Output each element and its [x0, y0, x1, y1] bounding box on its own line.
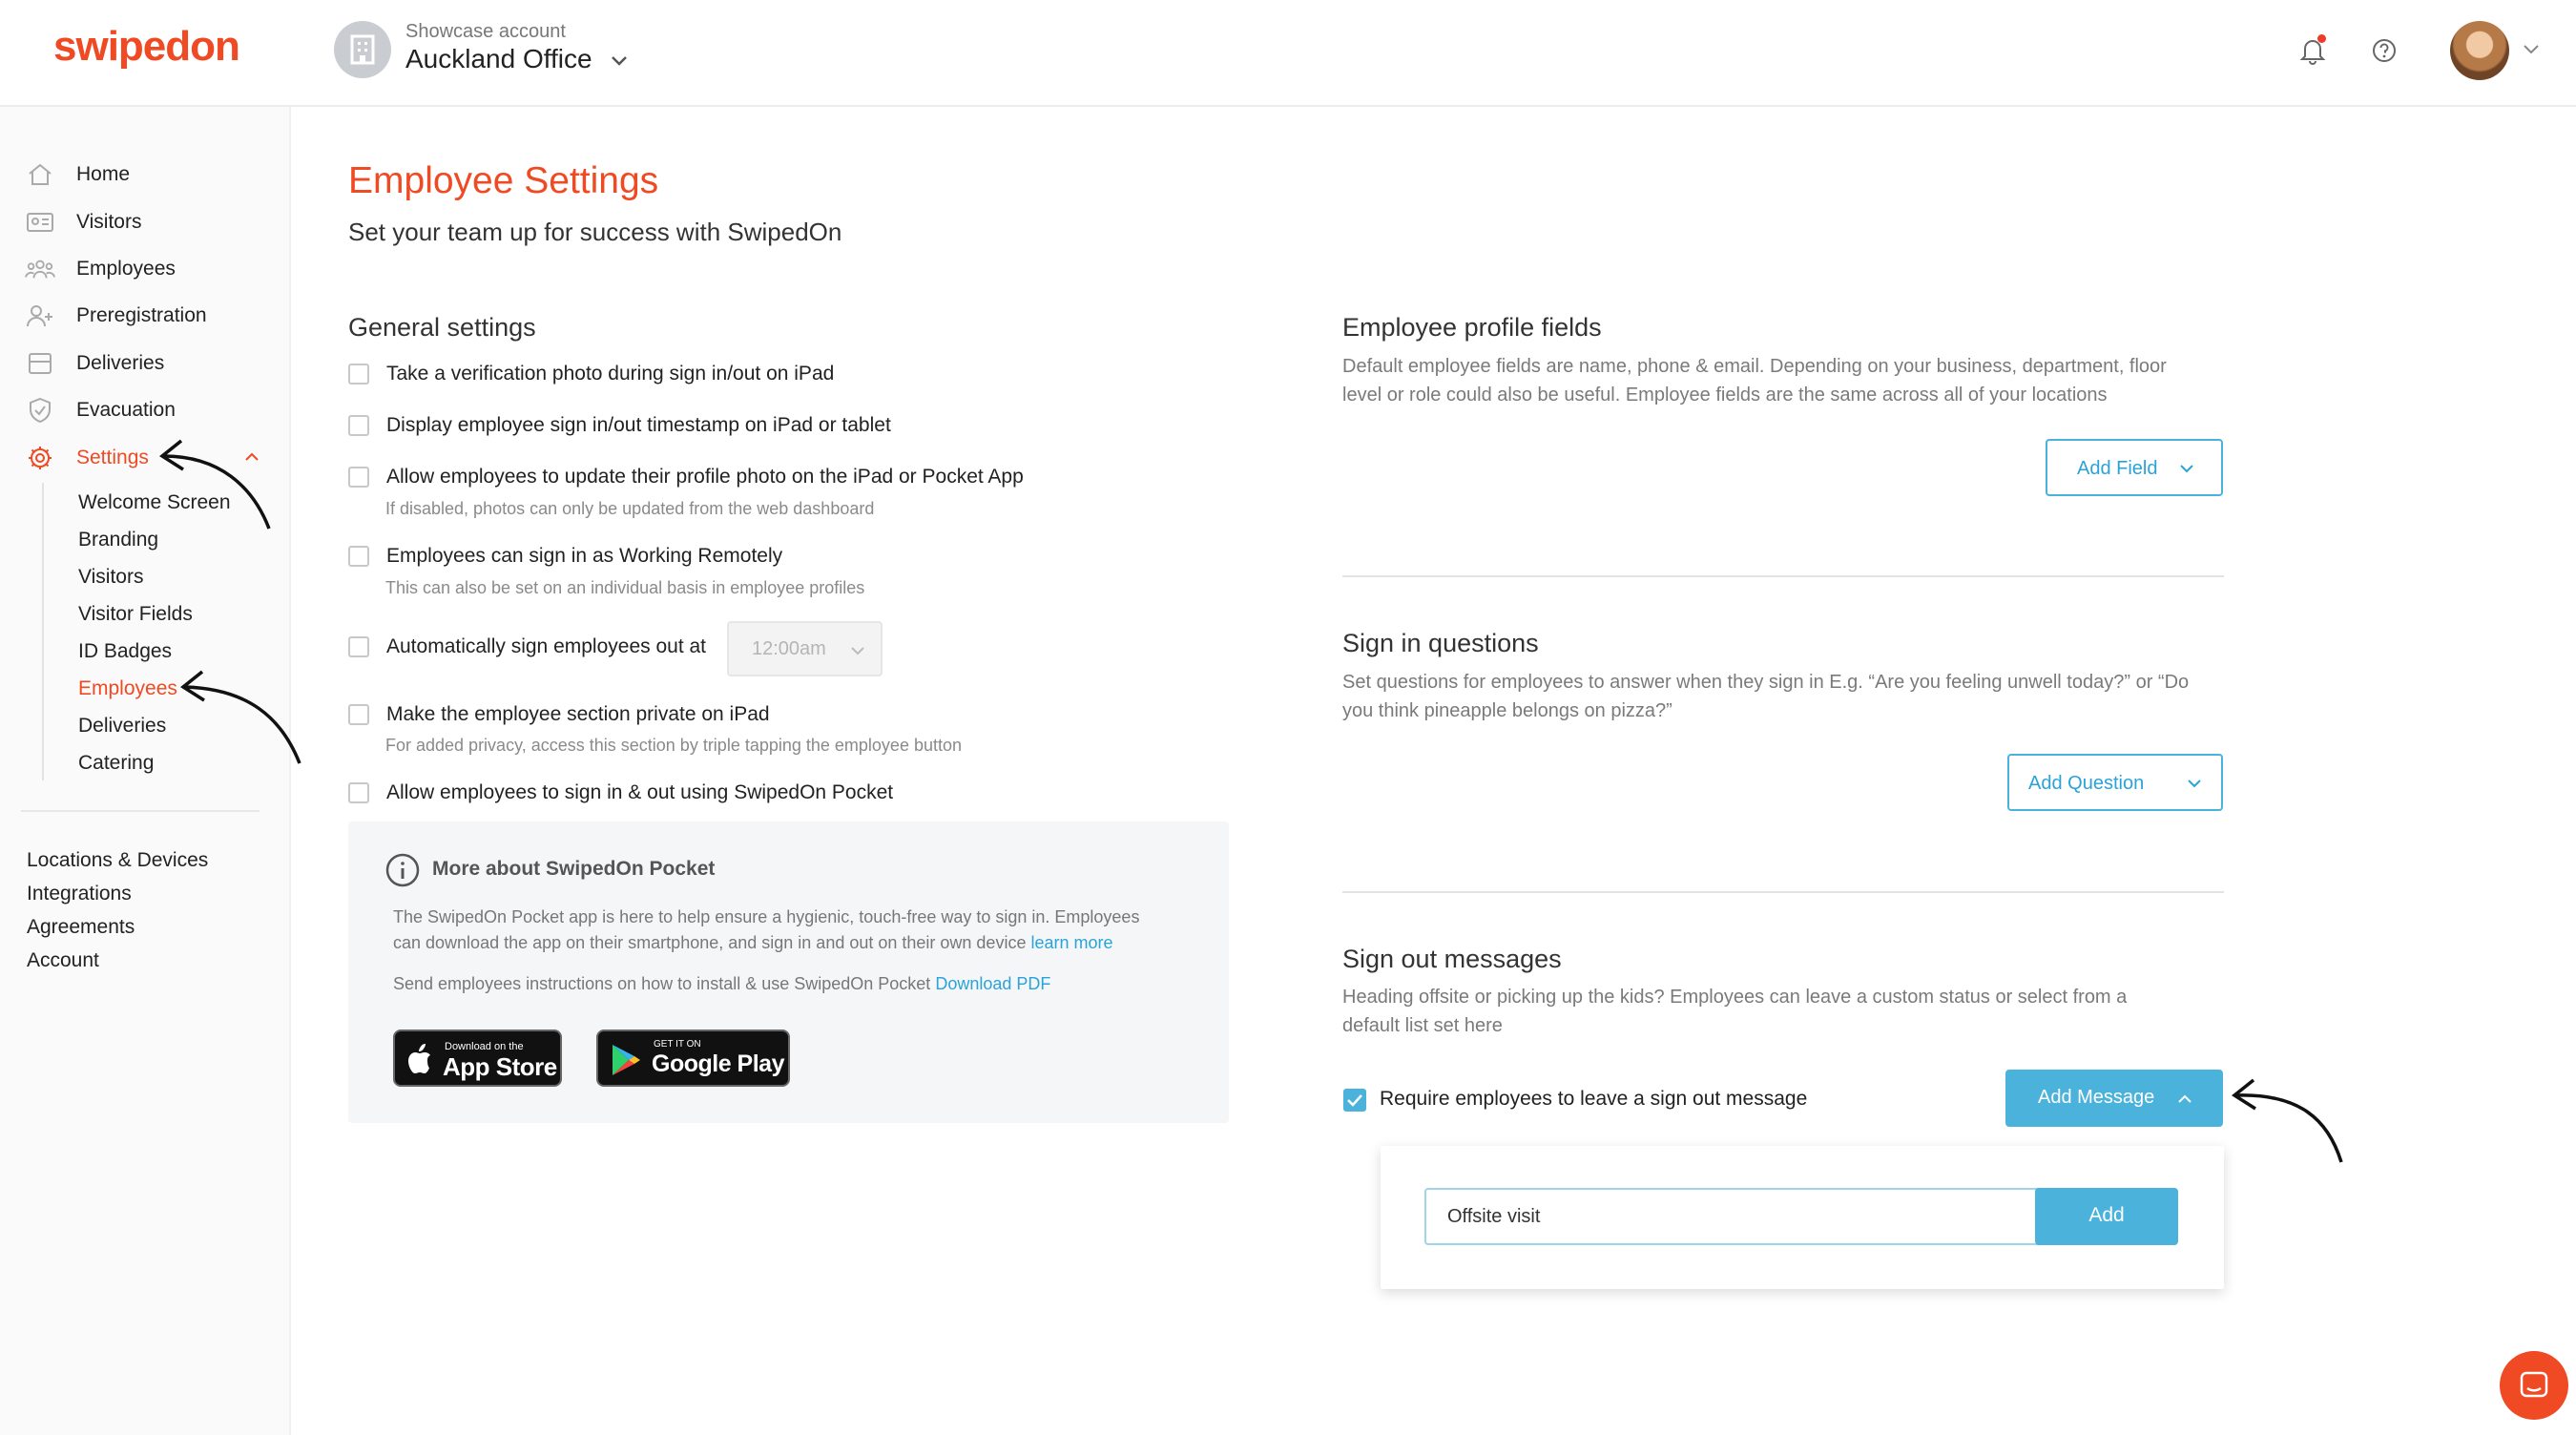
sidebar-item-agreements[interactable]: Agreements	[27, 916, 135, 938]
option-label: Automatically sign employees out at	[386, 635, 707, 657]
profile-fields-title: Employee profile fields	[1342, 313, 1602, 342]
learn-more-link[interactable]: learn more	[1030, 933, 1113, 952]
sidebar-item-label: Settings	[76, 447, 149, 468]
time-value: 12:00am	[752, 638, 826, 659]
sidebar-item-settings[interactable]	[25, 439, 149, 477]
sidebar-item-label: Home	[76, 163, 131, 185]
button-label: Add Message	[2038, 1087, 2155, 1108]
button-label: Add Question	[2028, 773, 2145, 794]
location-selector[interactable]: Auckland Office	[405, 44, 592, 73]
submenu-item-branding[interactable]: Branding	[78, 529, 159, 551]
section-divider	[1342, 575, 2224, 577]
annotation-arrow	[172, 660, 305, 775]
profile-fields-desc: level or role could also be useful. Employee fields are the same across all of your locations	[1342, 385, 2108, 406]
sidebar-item-visitors[interactable]	[25, 203, 141, 241]
app-store-badge[interactable]	[393, 1029, 562, 1087]
shield-icon	[25, 395, 55, 426]
option-update-profile-photo[interactable]	[348, 466, 1024, 489]
checkbox[interactable]	[348, 364, 369, 385]
add-user-icon	[25, 301, 55, 331]
chevron-down-icon[interactable]	[611, 55, 628, 67]
app-store-big-text: App Store	[443, 1052, 557, 1081]
pocket-paragraph-line	[393, 930, 1113, 956]
download-pdf-link[interactable]: Download PDF	[935, 974, 1051, 993]
pocket-heading: More about SwipedOn Pocket	[432, 858, 716, 880]
check-icon	[1346, 1092, 1363, 1108]
submenu-item-employees[interactable]: Employees	[78, 677, 177, 699]
box-icon	[25, 348, 55, 379]
sidebar-item-label: Deliveries	[76, 352, 165, 374]
avatar[interactable]	[2450, 21, 2509, 80]
option-label: Make the employee section private on iPad	[386, 703, 770, 725]
chat-icon	[2519, 1370, 2549, 1401]
checkbox[interactable]	[348, 704, 369, 725]
option-auto-sign-out[interactable]	[348, 635, 706, 658]
sidebar-item-label: Visitors	[76, 211, 142, 233]
help-icon[interactable]	[2372, 38, 2397, 63]
chat-widget-button[interactable]	[2500, 1351, 2568, 1420]
option-label: Take a verification photo during sign in/out on iPad	[386, 363, 835, 385]
account-label: Showcase account	[405, 21, 566, 42]
option-label: Display employee sign in/out timestamp on iPad or tablet	[386, 414, 891, 436]
option-label: Allow employees to update their profile photo on the iPad or Pocket App	[386, 466, 1024, 488]
add-field-button[interactable]	[2046, 439, 2223, 496]
sidebar-item-home[interactable]	[25, 156, 130, 194]
general-settings-title: General settings	[348, 313, 536, 342]
option-working-remotely[interactable]	[348, 545, 782, 568]
option-help-text: This can also be set on an individual basis in employee profiles	[385, 578, 865, 597]
sign-in-questions-desc: Set questions for employees to answer when they sign in E.g. “Are you feeling unwell today?” or “Do	[1342, 672, 2190, 693]
pocket-text: can download the app on their smartphone, and sign in and out on their own device	[393, 933, 1027, 952]
google-play-badge[interactable]	[596, 1029, 790, 1087]
sidebar-item-evacuation[interactable]	[25, 391, 176, 429]
sidebar-item-label: Evacuation	[76, 399, 176, 421]
sign-in-questions-desc: you think pineapple belongs on pizza?”	[1342, 700, 1672, 721]
checkbox[interactable]	[348, 636, 369, 657]
input-value: Offsite visit	[1447, 1206, 1541, 1227]
page-subtitle: Set your team up for success with SwipedOn	[348, 218, 842, 246]
gear-icon	[25, 443, 55, 473]
require-message-label: Require employees to leave a sign out message	[1380, 1088, 1808, 1110]
building-icon	[334, 21, 391, 78]
page-title: Employee Settings	[348, 160, 659, 201]
add-message-button[interactable]	[2005, 1070, 2223, 1127]
top-bar	[0, 0, 2576, 107]
pocket-paragraph-line: The SwipedOn Pocket app is here to help ensure a hygienic, touch-free way to sign in. Employees	[393, 907, 1140, 926]
option-label: Allow employees to sign in & out using SwipedOn Pocket	[386, 781, 894, 803]
checkbox[interactable]	[348, 546, 369, 567]
add-button[interactable]: Add	[2035, 1188, 2178, 1245]
sidebar-item-integrations[interactable]: Integrations	[27, 883, 132, 905]
chevron-down-icon	[2179, 464, 2194, 473]
submenu-item-id-badges[interactable]: ID Badges	[78, 640, 173, 662]
pocket-paragraph-line	[393, 971, 1050, 997]
home-icon	[25, 159, 55, 190]
option-display-timestamp[interactable]	[348, 414, 891, 437]
submenu-item-welcome-screen[interactable]: Welcome Screen	[78, 491, 231, 513]
sidebar-item-label: Employees	[76, 258, 176, 280]
submenu-item-deliveries[interactable]: Deliveries	[78, 715, 167, 737]
checkbox[interactable]	[348, 782, 369, 803]
pocket-info-box	[348, 821, 1229, 1123]
app-store-small-text: Download on the	[445, 1041, 524, 1052]
chevron-down-icon[interactable]	[2523, 44, 2540, 55]
sidebar-item-preregistration[interactable]	[25, 297, 207, 335]
button-label: Add Field	[2077, 458, 2158, 479]
message-input[interactable]	[1424, 1188, 2066, 1245]
sidebar-item-locations-devices[interactable]: Locations & Devices	[27, 849, 209, 871]
checkbox[interactable]	[348, 467, 369, 488]
sidebar-item-deliveries[interactable]	[25, 344, 164, 383]
google-small-text: GET IT ON	[654, 1039, 701, 1050]
option-verification-photo[interactable]	[348, 363, 834, 385]
sign-out-messages-desc: Heading offsite or picking up the kids? Employees can leave a custom status or select from a	[1342, 987, 2128, 1008]
pocket-text: Send employees instructions on how to install & use SwipedOn Pocket	[393, 974, 931, 993]
google-big-text: Google Play	[652, 1050, 784, 1077]
sidebar-item-employees[interactable]	[25, 250, 176, 288]
section-divider	[1342, 891, 2224, 893]
sidebar-divider	[21, 810, 260, 812]
sidebar-item-account[interactable]: Account	[27, 949, 99, 971]
submenu-item-catering[interactable]: Catering	[78, 752, 155, 774]
sign-in-questions-title: Sign in questions	[1342, 629, 1539, 657]
sidebar-item-label: Preregistration	[76, 304, 207, 326]
chevron-up-icon	[2177, 1094, 2192, 1104]
auto-signout-time-select[interactable]	[727, 621, 883, 676]
add-message-dropdown	[1381, 1146, 2224, 1289]
checkbox[interactable]	[348, 415, 369, 436]
apple-icon	[406, 1043, 435, 1075]
submenu-item-visitor-fields[interactable]: Visitor Fields	[78, 603, 193, 625]
require-message-checkbox[interactable]	[1343, 1089, 1366, 1112]
annotation-arrow	[2223, 1067, 2347, 1167]
profile-fields-desc: Default employee fields are name, phone & email. Depending on your business, department, floor	[1342, 356, 2167, 377]
annotation-arrow	[153, 429, 277, 534]
chevron-down-icon	[2187, 779, 2202, 788]
option-private-section[interactable]	[348, 703, 770, 726]
option-swipedon-pocket[interactable]	[348, 781, 893, 804]
chevron-down-icon	[850, 646, 865, 655]
id-card-icon	[25, 207, 55, 238]
add-question-button[interactable]	[2007, 754, 2223, 811]
people-icon	[25, 254, 55, 284]
sign-out-messages-title: Sign out messages	[1342, 945, 1562, 973]
notification-dot	[2317, 34, 2326, 43]
option-help-text: If disabled, photos can only be updated from the web dashboard	[385, 499, 875, 518]
option-help-text: For added privacy, access this section by triple tapping the employee button	[385, 736, 963, 755]
sign-out-messages-desc: default list set here	[1342, 1015, 1503, 1036]
submenu-item-visitors[interactable]: Visitors	[78, 566, 144, 588]
google-play-icon	[610, 1043, 642, 1077]
option-label: Employees can sign in as Working Remotely	[386, 545, 783, 567]
swipedon-logo[interactable]: swipedon	[53, 23, 239, 70]
info-icon	[384, 852, 421, 888]
submenu-line	[42, 483, 44, 780]
